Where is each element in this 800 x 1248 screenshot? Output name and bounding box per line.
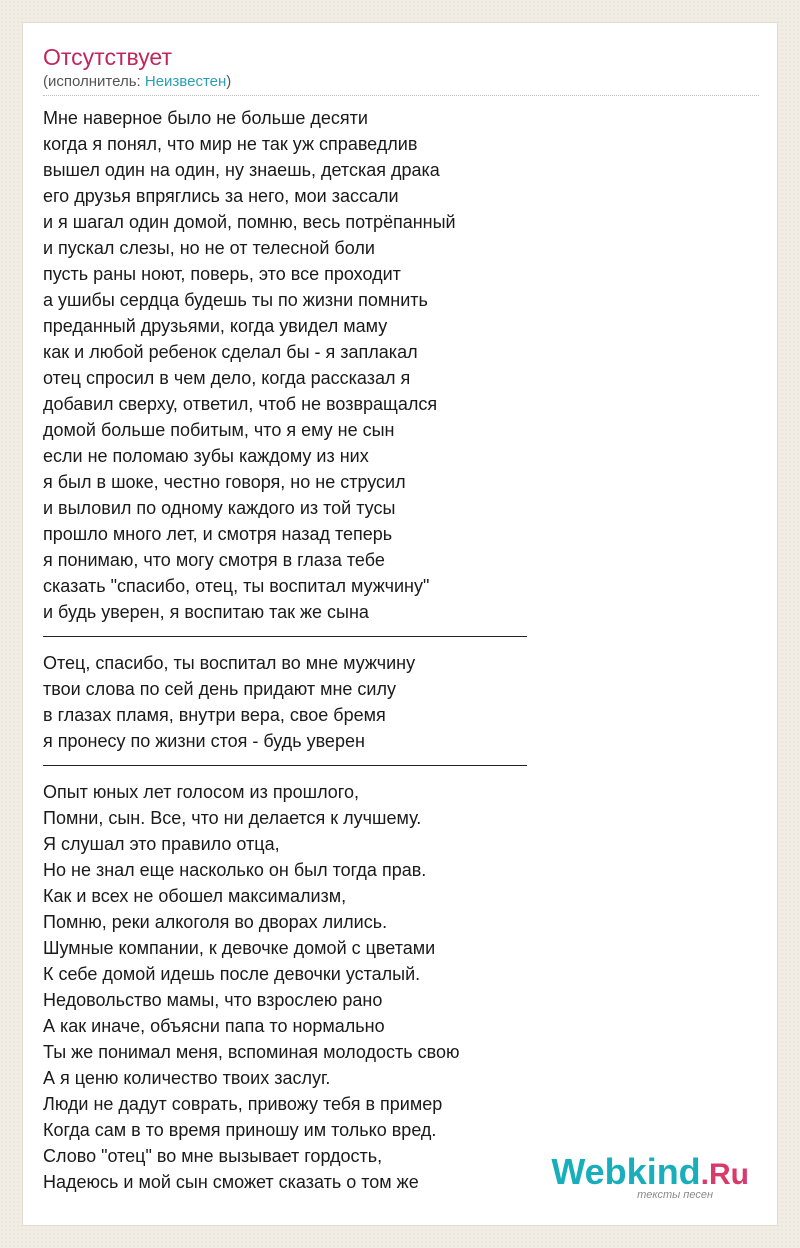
stanza-separator — [43, 765, 527, 766]
lyric-line: Помню, реки алкоголя во дворах лились. — [43, 912, 388, 932]
lyric-line: К себе домой идешь после девочки усталый. — [43, 964, 421, 984]
site-logo[interactable] — [551, 1151, 749, 1201]
lyric-line: Но не знал еще насколько он был тогда прав. — [43, 860, 427, 880]
lyric-line: в глазах пламя, внутри вера, свое бремя — [43, 705, 386, 725]
lyric-line: Опыт юных лет голосом из прошлого, — [43, 782, 359, 802]
lyric-line: я пронесу по жизни стоя - будь уверен — [43, 731, 365, 751]
lyric-line: как и любой ребенок сделал бы - я заплакал — [43, 342, 418, 362]
artist-suffix: ) — [226, 73, 232, 90]
lyric-line: Недовольство мамы, что взрослею рано — [43, 990, 383, 1010]
lyric-line: преданный друзьями, когда увидел маму — [43, 316, 388, 336]
artist-line — [43, 73, 231, 91]
lyric-line: А я ценю количество твоих заслуг. — [43, 1068, 331, 1088]
lyric-line: прошло много лет, и смотря назад теперь — [43, 524, 393, 544]
lyric-line: Люди не дадут соврать, привожу тебя в пример — [43, 1094, 443, 1114]
lyric-line: Надеюсь и мой сын сможет сказать о том же — [43, 1172, 419, 1192]
lyric-line: если не поломаю зубы каждому из них — [43, 446, 369, 466]
lyric-line: и будь уверен, я воспитаю так же сына — [43, 602, 369, 622]
lyric-line: а ушибы сердца будешь ты по жизни помнить — [43, 290, 428, 310]
lyric-line: пусть раны ноют, поверь, это все проходит — [43, 264, 401, 284]
logo-tld: .Ru — [700, 1158, 749, 1191]
lyric-line: я был в шоке, честно говоря, но не струсил — [43, 472, 406, 492]
lyric-line: добавил сверху, ответил, чтоб не возвращался — [43, 394, 438, 414]
lyric-line: его друзья впряглись за него, мои зассали — [43, 186, 399, 206]
lyric-line: и я шагал один домой, помню, весь потрёпанный — [43, 212, 456, 232]
lyric-line: Я слушал это правило отца, — [43, 834, 280, 854]
logo-tagline: тексты песен — [637, 1189, 713, 1201]
lyric-line: твои слова по сей день придают мне силу — [43, 679, 396, 699]
lyric-line: Отец, спасибо, ты воспитал во мне мужчину — [43, 653, 416, 673]
logo-name: Webkind — [551, 1151, 701, 1192]
lyric-line: вышел один на один, ну знаешь, детская драка — [43, 160, 440, 180]
lyric-line: Когда сам в то время приношу им только вред. — [43, 1120, 437, 1140]
artist-prefix: (исполнитель: — [43, 73, 145, 90]
lyric-line: и выловил по одному каждого из той тусы — [43, 498, 396, 518]
lyrics-body — [43, 105, 759, 1195]
lyric-line: Ты же понимал меня, вспоминая молодость свою — [43, 1042, 460, 1062]
lyric-line: я понимаю, что могу смотря в глаза тебе — [43, 550, 385, 570]
lyric-line: А как иначе, объясни папа то нормально — [43, 1016, 385, 1036]
lyric-line: Как и всех не обошел максимализм, — [43, 886, 347, 906]
lyric-line: отец спросил в чем дело, когда рассказал я — [43, 368, 411, 388]
lyric-line: домой больше побитым, что я ему не сын — [43, 420, 395, 440]
lyric-line: Шумные компании, к девочке домой с цветами — [43, 938, 436, 958]
lyric-line: Мне наверное было не больше десяти — [43, 108, 368, 128]
lyric-line: сказать "спасибо, отец, ты воспитал мужчину" — [43, 576, 430, 596]
lyric-line: и пускал слезы, но не от телесной боли — [43, 238, 375, 258]
logo-wordmark — [551, 1151, 749, 1193]
lyric-line: когда я понял, что мир не так уж справедлив — [43, 134, 418, 154]
title-divider — [43, 95, 759, 96]
artist-link[interactable]: Неизвестен — [144, 73, 227, 90]
lyric-line: Слово "отец" во мне вызывает гордость, — [43, 1146, 383, 1166]
lyrics-card — [22, 22, 778, 1226]
stanza-separator — [43, 636, 527, 637]
lyric-line: Помни, сын. Все, что ни делается к лучшему. — [43, 808, 422, 828]
song-title: Отсутствует — [43, 44, 172, 70]
